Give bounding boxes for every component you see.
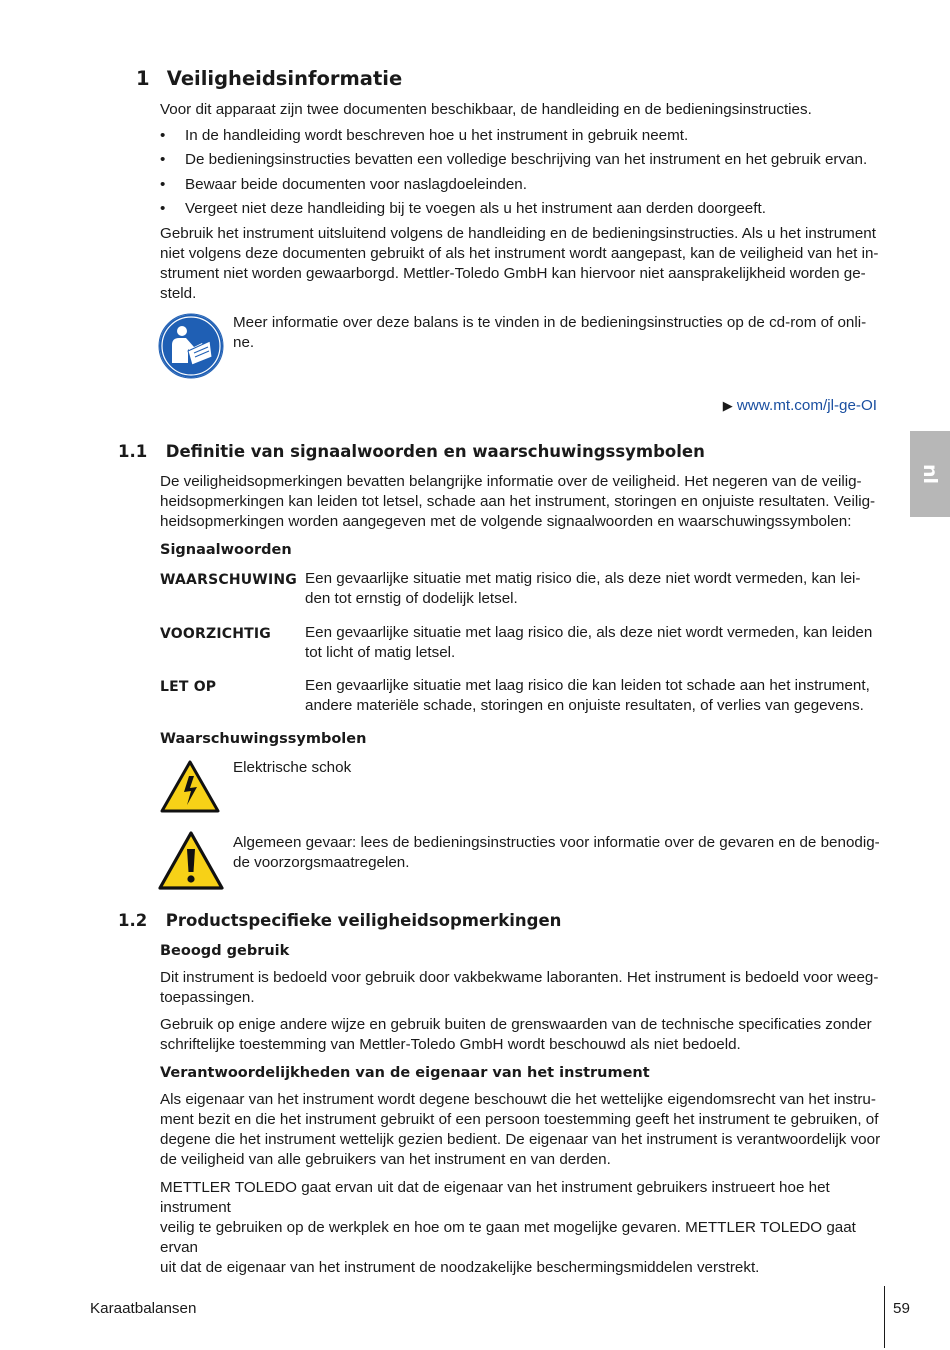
general-danger-warning-icon (158, 831, 224, 891)
subheading-intended-use: Beoogd gebruik (160, 943, 290, 959)
list-item-text: Vergeet niet deze handleiding bij te voegen als u het instrument aan derden doorgeeft. (185, 200, 766, 217)
triangle-right-icon: ▶ (722, 398, 733, 413)
text-line: Als eigenaar van het instrument wordt degene beschouwt die het wettelijke eigendomsrecht van het instru- (160, 1091, 876, 1108)
usage-paragraph (160, 224, 885, 304)
link-text[interactable]: www.mt.com/jl-ge-OI (736, 397, 877, 414)
signal-term: VOORZICHTIG (160, 626, 271, 642)
text-line: Dit instrument is bedoeld voor gebruik door vakbekwame laboranten. Het instrument is bedoeld voor weeg- (160, 969, 879, 986)
language-tab (910, 431, 950, 517)
bullet-marker: • (160, 151, 166, 168)
bullet-marker: • (160, 200, 166, 217)
text-line: Een gevaarlijke situatie met laag risico die kan leiden tot schade aan het instrument, (305, 677, 870, 694)
footer-title: Karaatbalansen (90, 1300, 197, 1317)
symbol-description (233, 758, 873, 778)
intro-text: Voor dit apparaat zijn twee documenten beschikbaar, de handleiding en de bedieningsinstructies. (160, 101, 812, 118)
text-line: Algemeen gevaar: lees de bedieningsinstructies voor informatie over de gevaren en de benodig- (233, 834, 880, 851)
symbol-description (233, 833, 883, 873)
subheading-signal-words: Signaalwoorden (160, 542, 292, 558)
reference-link[interactable] (700, 396, 877, 416)
intended-use-paragraph (160, 1015, 885, 1055)
text-line: andere materiële schade, storingen en onjuiste resultaten, of verlies van gegevens. (305, 697, 864, 714)
text-line: de veiligheid van alle gebruikers van het instrument en van derden. (160, 1151, 611, 1168)
section-heading-1-2 (118, 910, 561, 932)
text-line: METTLER TOLEDO gaat ervan uit dat de eigenaar van het instrument gebruikers instrueert hoe het instrument (160, 1179, 830, 1216)
text-line: ment bezit en die het instrument gebruikt of een persoon toestemming geeft het instrument te gebruiken, of (160, 1111, 879, 1128)
text-line: den tot ernstig of dodelijk letsel. (305, 590, 518, 607)
text-line: degene die het instrument wettelijk gezien bedient. De eigenaar van het instrument is verantwoordelijk voor (160, 1131, 881, 1148)
text-line: tot licht of matig letsel. (305, 644, 456, 661)
text-line: niet volgens deze documenten gebruikt of als het instrument wordt aangepast, kan de veiligheid van het in- (160, 245, 879, 262)
signal-definition (305, 676, 877, 716)
subheading-owner-responsibilities: Verantwoordelijkheden van de eigenaar van het instrument (160, 1065, 650, 1081)
text-line: Gebruik op enige andere wijze en gebruik buiten de grenswaarden van de technische specificaties zonder (160, 1016, 872, 1033)
read-manual-icon (158, 313, 224, 379)
bullet-marker: • (160, 127, 166, 144)
list-item-text: In de handleiding wordt beschreven hoe u het instrument in gebruik neemt. (185, 127, 689, 144)
text-line: strument niet worden gewaarborgd. Mettler-Toledo GmbH kan hiervoor niet aansprakelijkheid worden ge- (160, 265, 866, 282)
definition-intro (160, 472, 885, 532)
signal-term: LET OP (160, 679, 217, 695)
text-line: ne. (233, 334, 255, 351)
text-line: schriftelijke toestemming van Mettler-Toledo GmbH wordt beschouwd als niet bedoeld. (160, 1036, 741, 1053)
text-line: uit dat de eigenaar van het instrument de noodzakelijke beschermingsmiddelen verstrekt. (160, 1259, 760, 1276)
text-line: heidsopmerkingen worden aangegeven met de volgende signaalwoorden en waarschuwingssymbolen: (160, 513, 852, 530)
signal-definition (305, 623, 877, 663)
section-heading-1-1 (118, 441, 705, 463)
info-note (233, 313, 883, 353)
text-line: Gebruik het instrument uitsluitend volgens de handleiding en de bedieningsinstructies. Als u het instrument (160, 225, 876, 242)
list-item-text: De bedieningsinstructies bevatten een volledige beschrijving van het instrument en het gebruik ervan. (185, 151, 868, 168)
owner-paragraph (160, 1178, 885, 1278)
text-line: Elektrische schok (233, 759, 352, 776)
section-number: 1.2 (118, 911, 148, 930)
text-line: Een gevaarlijke situatie met laag risico die, als deze niet wordt vermeden, kan leiden (305, 624, 873, 641)
text-line: steld. (160, 285, 197, 302)
language-tab-label: nl (919, 463, 941, 485)
section-title: Veiligheidsinformatie (166, 67, 403, 90)
text-line: de voorzorgsmaatregelen. (233, 854, 410, 871)
subheading-warning-symbols: Waarschuwingssymbolen (160, 731, 367, 747)
intended-use-paragraph (160, 968, 885, 1008)
electric-shock-warning-icon (160, 760, 220, 814)
footer-divider (884, 1286, 885, 1348)
bullet-marker: • (160, 176, 166, 193)
text-line: heidsopmerkingen kan leiden tot letsel, schade aan het instrument, storingen en onjuiste resultaten. Veilig- (160, 493, 876, 510)
text-line: toepassingen. (160, 989, 255, 1006)
section-number: 1.1 (118, 442, 148, 461)
text-line: Meer informatie over deze balans is te vinden in de bedieningsinstructies op de cd-rom of onli- (233, 314, 867, 331)
signal-term: WAARSCHUWING (160, 572, 297, 588)
text-line: De veiligheidsopmerkingen bevatten belangrijke informatie over de veiligheid. Het negeren van de veilig- (160, 473, 862, 490)
section-heading-1 (136, 67, 402, 91)
section-number: 1 (136, 67, 150, 90)
section-title: Definitie van signaalwoorden en waarschuwingssymbolen (165, 442, 705, 461)
owner-paragraph (160, 1090, 885, 1170)
section-title: Productspecifieke veiligheidsopmerkingen (165, 911, 562, 930)
signal-definition (305, 569, 877, 609)
text-line: Een gevaarlijke situatie met matig risico die, als deze niet wordt vermeden, kan lei- (305, 570, 861, 587)
page-number: 59 (893, 1300, 910, 1317)
list-item-text: Bewaar beide documenten voor naslagdoeleinden. (185, 176, 527, 193)
text-line: veilig te gebruiken op de werkplek en hoe om te gaan met mogelijke gevaren. METTLER TOLEDO gaat ervan (160, 1219, 856, 1256)
